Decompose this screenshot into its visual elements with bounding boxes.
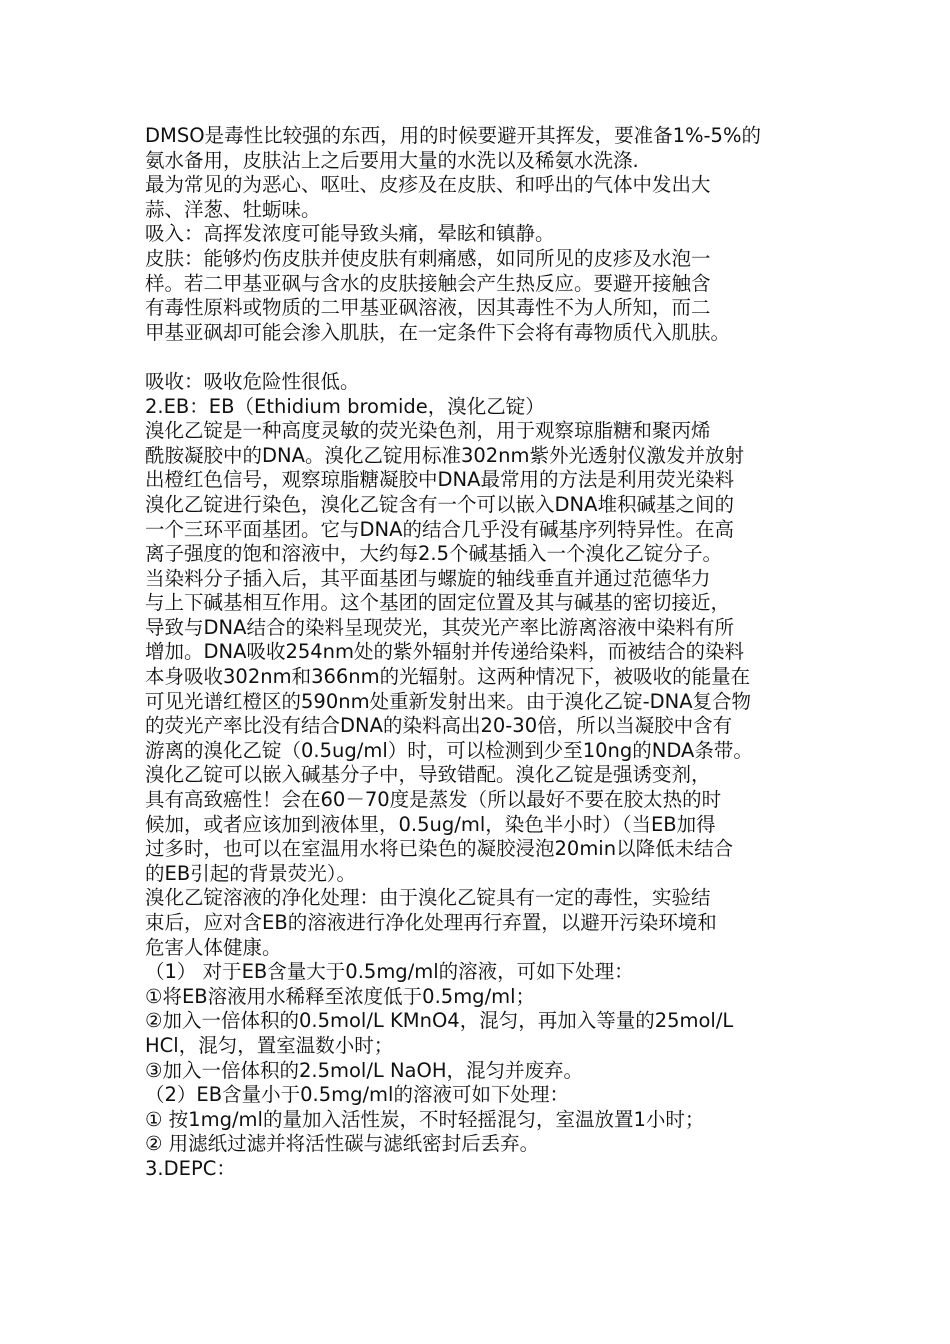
text-line: 的EB引起的背景荧光）。 [145,861,356,885]
text-line: 危害人体健康。 [145,935,282,959]
text-line: 与上下碱基相互作用。这个基团的固定位置及其与碱基的密切接近， [145,591,731,615]
list-heading: （2）EB含量小于0.5mg/ml的溶液可如下处理： [145,1083,569,1107]
text-line: 溴化乙锭是一种高度灵敏的荧光染色剂，用于观察琼脂糖和聚丙烯 [145,419,711,443]
text-line: 的荧光产率比没有结合DNA的染料高出20-30倍，所以当凝胶中含有 [145,714,733,738]
list-item: ② 用滤纸过滤并将活性碳与滤纸密封后丢弃。 [145,1132,540,1156]
text-line: 溴化乙锭溶液的净化处理：由于溴化乙锭具有一定的毒性，实验结 [145,886,711,910]
list-heading: （1） 对于EB含量大于0.5mg/ml的溶液，可如下处理： [145,960,634,984]
section-heading: 2.EB：EB（Ethidium bromide，溴化乙锭） [145,394,545,418]
list-item: ① 按1mg/ml的量加入活性炭，不时轻摇混匀，室温放置1小时； [145,1107,705,1131]
text-line: 酰胺凝胶中的DNA。溴化乙锭用标准302nm紫外光透射仪激发并放射 [145,443,745,467]
text-line: 一个三环平面基团。它与DNA的结合几乎没有碱基序列特异性。在高 [145,517,734,541]
text-line: 氨水备用，皮肤沾上之后要用大量的水洗以及稀氨水洗涤. [145,148,639,172]
text-line: 样。若二甲基亚砜与含水的皮肤接触会产生热反应。要避开接触含 [145,271,711,295]
text-line: 吸入：高挥发浓度可能导致头痛，晕眩和镇静。 [145,222,555,246]
text-line: 离子强度的饱和溶液中，大约每2.5个碱基插入一个溴化乙锭分子。 [145,542,723,566]
text-line: 导致与DNA结合的染料呈现荧光，其荧光产率比游离溶液中染料有所 [145,615,734,639]
text-line: 有毒性原料或物质的二甲基亚砜溶液，因其毒性不为人所知，而二 [145,296,711,320]
text-line: 候加，或者应该加到液体里，0.5ug/ml，染色半小时）（当EB加得 [145,812,716,836]
text-line: 溴化乙锭进行染色，溴化乙锭含有一个可以嵌入DNA堆积碱基之间的 [145,492,734,516]
text-line: 游离的溴化乙锭（0.5ug/ml）时，可以检测到少至10ng的NDA条带。 [145,738,753,762]
text-line: DMSO是毒性比较强的东西，用的时候要避开其挥发，要准备1%-5%的 [145,124,761,147]
text-line: 具有高致癌性！会在60－70度是蒸发（所以最好不要在胶太热的时 [145,788,722,812]
text-line: 甲基亚砜却可能会渗入肌肤，在一定条件下会将有毒物质代入肌肤。 [145,320,731,344]
text-line: 束后，应对含EB的溶液进行净化处理再行弃置，以避开污染环境和 [145,911,717,934]
text-line: 出橙红色信号，观察琼脂糖凝胶中DNA最常用的方法是利用荧光染料 [145,468,734,492]
text-line: 当染料分子插入后，其平面基团与螺旋的轴线垂直并通过范德华力 [145,566,711,590]
document-body [145,124,825,1182]
text-line: 吸收：吸收危险性很低。 [145,369,360,393]
list-item: ②加入一倍体积的0.5mol/L KMnO4，混匀，再加入等量的25mol/L [145,1009,734,1033]
list-item: ③加入一倍体积的2.5mol/L NaOH，混匀并废弃。 [145,1058,584,1082]
text-line: 蒜、洋葱、牡蛎味。 [145,197,321,221]
blank-line [145,345,825,370]
text-line: 最为常见的为恶心、呕吐、皮疹及在皮肤、和呼出的气体中发出大 [145,173,711,197]
text-line: 皮肤：能够灼伤皮肤并使皮肤有刺痛感，如同所见的皮疹及水泡一 [145,246,711,270]
list-item: HCl，混匀，置室温数小时； [145,1033,394,1057]
text-line: 过多时，也可以在室温用水将已染色的凝胶浸泡20min以降低未结合 [145,837,734,861]
text-line: 增加。DNA吸收254nm处的紫外辐射并传递给染料，而被结合的染料 [145,640,745,664]
section-heading: 3.DEPC： [145,1156,236,1180]
text-line: 可见光谱红橙区的590nm处重新发射出来。由于溴化乙锭-DNA复合物 [145,689,752,713]
text-line: 本身吸收302nm和366nm的光辐射。这两种情况下，被吸收的能量在 [145,665,751,689]
text-line: 溴化乙锭可以嵌入碱基分子中，导致错配。溴化乙锭是强诱变剂， [145,763,711,787]
list-item: ①将EB溶液用水稀释至浓度低于0.5mg/ml； [145,984,536,1008]
